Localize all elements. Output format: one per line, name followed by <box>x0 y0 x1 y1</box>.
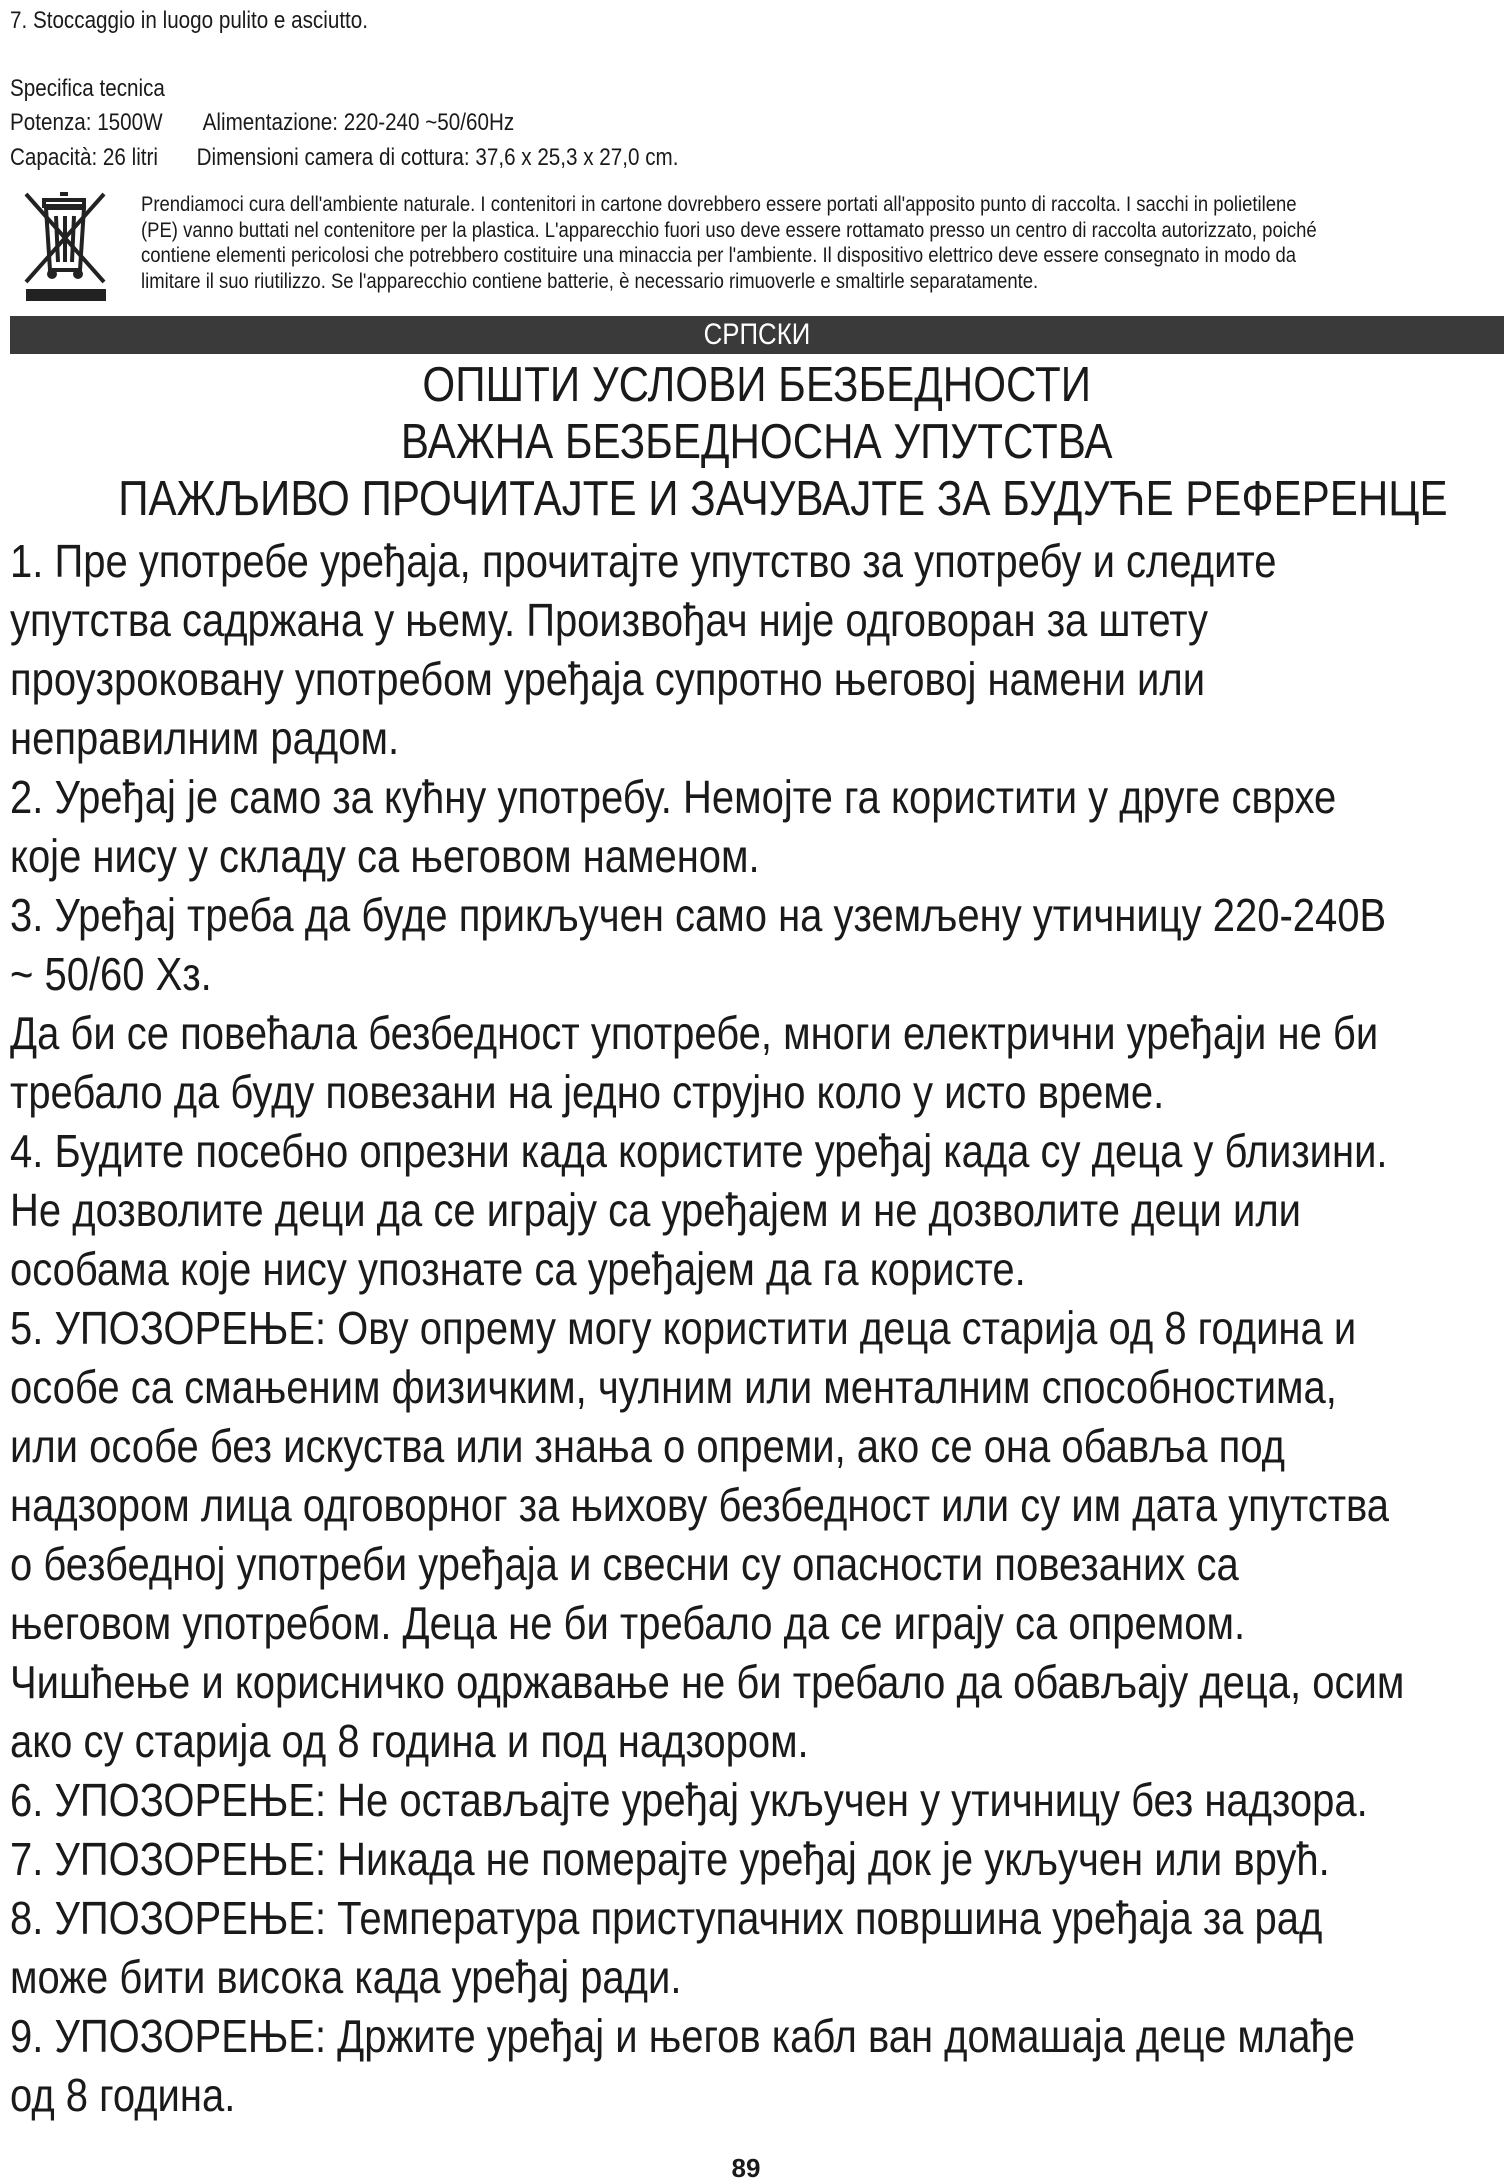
section-notice: ПАЖЉИВО ПРОЧИТАЈТЕ И ЗАЧУВАЈТЕ ЗА БУДУЋЕ РЕФЕРЕНЦЕ <box>118 472 1448 526</box>
instruction-line: Чишћење и корисничко одржавање не би требало да обављају деца, осим <box>10 1656 1405 1708</box>
environment-notice <box>10 186 1504 296</box>
spec-row-capacity <box>10 143 678 173</box>
spec-supply: Alimentazione: 220-240 ~50/60Hz <box>202 109 515 136</box>
instruction-line: требало да буду повезани на једно струјно коло у исто време. <box>10 1066 1165 1118</box>
spec-power: Potenza: 1500W <box>10 109 163 136</box>
instruction-line: ~ 50/60 Хз. <box>10 948 212 1000</box>
crossed-out-wheelie-bin-icon <box>16 186 116 306</box>
spec-heading: Specifica tecnica <box>10 75 165 102</box>
page-number: 89 <box>731 2153 761 2183</box>
instruction-line: Да би се повећала безбедност употребе, многи електрични уређаји не би <box>10 1007 1379 1059</box>
language-section-bar <box>10 316 1504 354</box>
instruction-line: о безбедној употреби уређаја и свесни су опасности повезаних са <box>10 1538 1239 1590</box>
instruction-line: или особе без искуства или знања о опреми, ако се она обавља под <box>10 1420 1286 1472</box>
italian-storage-line: 7. Stoccaggio in luogo pulito e asciutto. <box>10 7 369 34</box>
instruction-line: 3. Уређај треба да буде прикључен само на уземљену утичницу 220-240В <box>10 889 1387 941</box>
section-subtitle: ВАЖНА БЕЗБЕДНОСНА УПУТСТВА <box>401 415 1113 469</box>
instruction-line: 4. Будите посебно опрезни када користите уређај када су деца у близини. <box>10 1125 1388 1177</box>
instruction-line: надзором лица одговорног за њихову безбедност или су им дата упутства <box>10 1479 1390 1531</box>
env-line: (PE) vanno buttati nel contenitore per la plastica. L'apparecchio fuori uso deve essere rottamato presso un centro di raccolta autorizzato, poiché <box>141 218 1317 242</box>
instruction-line: 6. УПОЗОРЕЊЕ: Не остављајте уређај укључен у утичницу без надзора. <box>10 1774 1368 1826</box>
spec-dimensions: Dimensioni camera di cottura: 37,6 x 25,3 x 27,0 cm. <box>196 144 679 171</box>
instruction-line: 7. УПОЗОРЕЊЕ: Никада не померајте уређај док је укључен или врућ. <box>10 1833 1330 1885</box>
instruction-line: 8. УПОЗОРЕЊЕ: Температура приступачних површина уређаја за рад <box>10 1892 1323 1944</box>
instruction-line: упутства садржана у њему. Произвођач није одговоран за штету <box>10 594 1209 646</box>
instruction-line: његовом употребом. Деца не би требало да се играју са опремом. <box>10 1597 1246 1649</box>
instruction-line: 9. УПОЗОРЕЊЕ: Држите уређај и његов кабл ван домашаја деце млађе <box>10 2010 1355 2062</box>
environment-notice-text <box>141 192 1408 294</box>
spec-capacity: Capacità: 26 litri <box>10 144 158 171</box>
env-line: limitare il suo riutilizzo. Se l'apparecchio contiene batterie, è necessario rimuoverle e smaltirle separatamente. <box>141 269 1039 293</box>
instruction-line: особе са смањеним физичким, чулним или менталним способностима, <box>10 1361 1337 1413</box>
env-line: contiene elementi pericolosi che potrebbero costituire una minaccia per l'ambiente. Il dispositivo elettrico deve essere consegnato in modo da <box>141 244 1297 267</box>
instruction-line: 1. Пре употребе уређаја, прочитајте упутство за употребу и следите <box>10 535 1277 587</box>
env-line: Prendiamoci cura dell'ambiente naturale. I contenitori in cartone dovrebbero essere portati all'apposito punto di raccolta. I sacchi in polietilene <box>141 193 1297 216</box>
instruction-line: ако су старија од 8 година и под надзором. <box>10 1715 809 1767</box>
language-label: СРПСКИ <box>703 318 811 351</box>
instruction-line: од 8 година. <box>10 2069 236 2121</box>
safety-instructions <box>10 532 1506 2125</box>
instruction-line: 2. Уређај је само за кућну употребу. Немојте га користити у друге сврхе <box>10 771 1337 823</box>
spec-row-power <box>10 108 514 138</box>
instruction-line: може бити висока када уређај ради. <box>10 1951 682 2003</box>
instruction-line: неправилним радом. <box>10 712 400 764</box>
instruction-line: које нису у складу са његовом наменом. <box>10 830 760 882</box>
instruction-line: 5. УПОЗОРЕЊЕ: Ову опрему могу користити деца старија од 8 година и <box>10 1302 1357 1354</box>
instruction-line: Не дозволите деци да се играју са уређајем и не дозволите деци или <box>10 1184 1302 1236</box>
instruction-line: особама које нису упознате са уређајем да га користе. <box>10 1243 1026 1295</box>
section-title: ОПШТИ УСЛОВИ БЕЗБЕДНОСТИ <box>422 358 1092 412</box>
instruction-line: проузроковану употребом уређаја супротно његовој намени или <box>10 653 1206 705</box>
